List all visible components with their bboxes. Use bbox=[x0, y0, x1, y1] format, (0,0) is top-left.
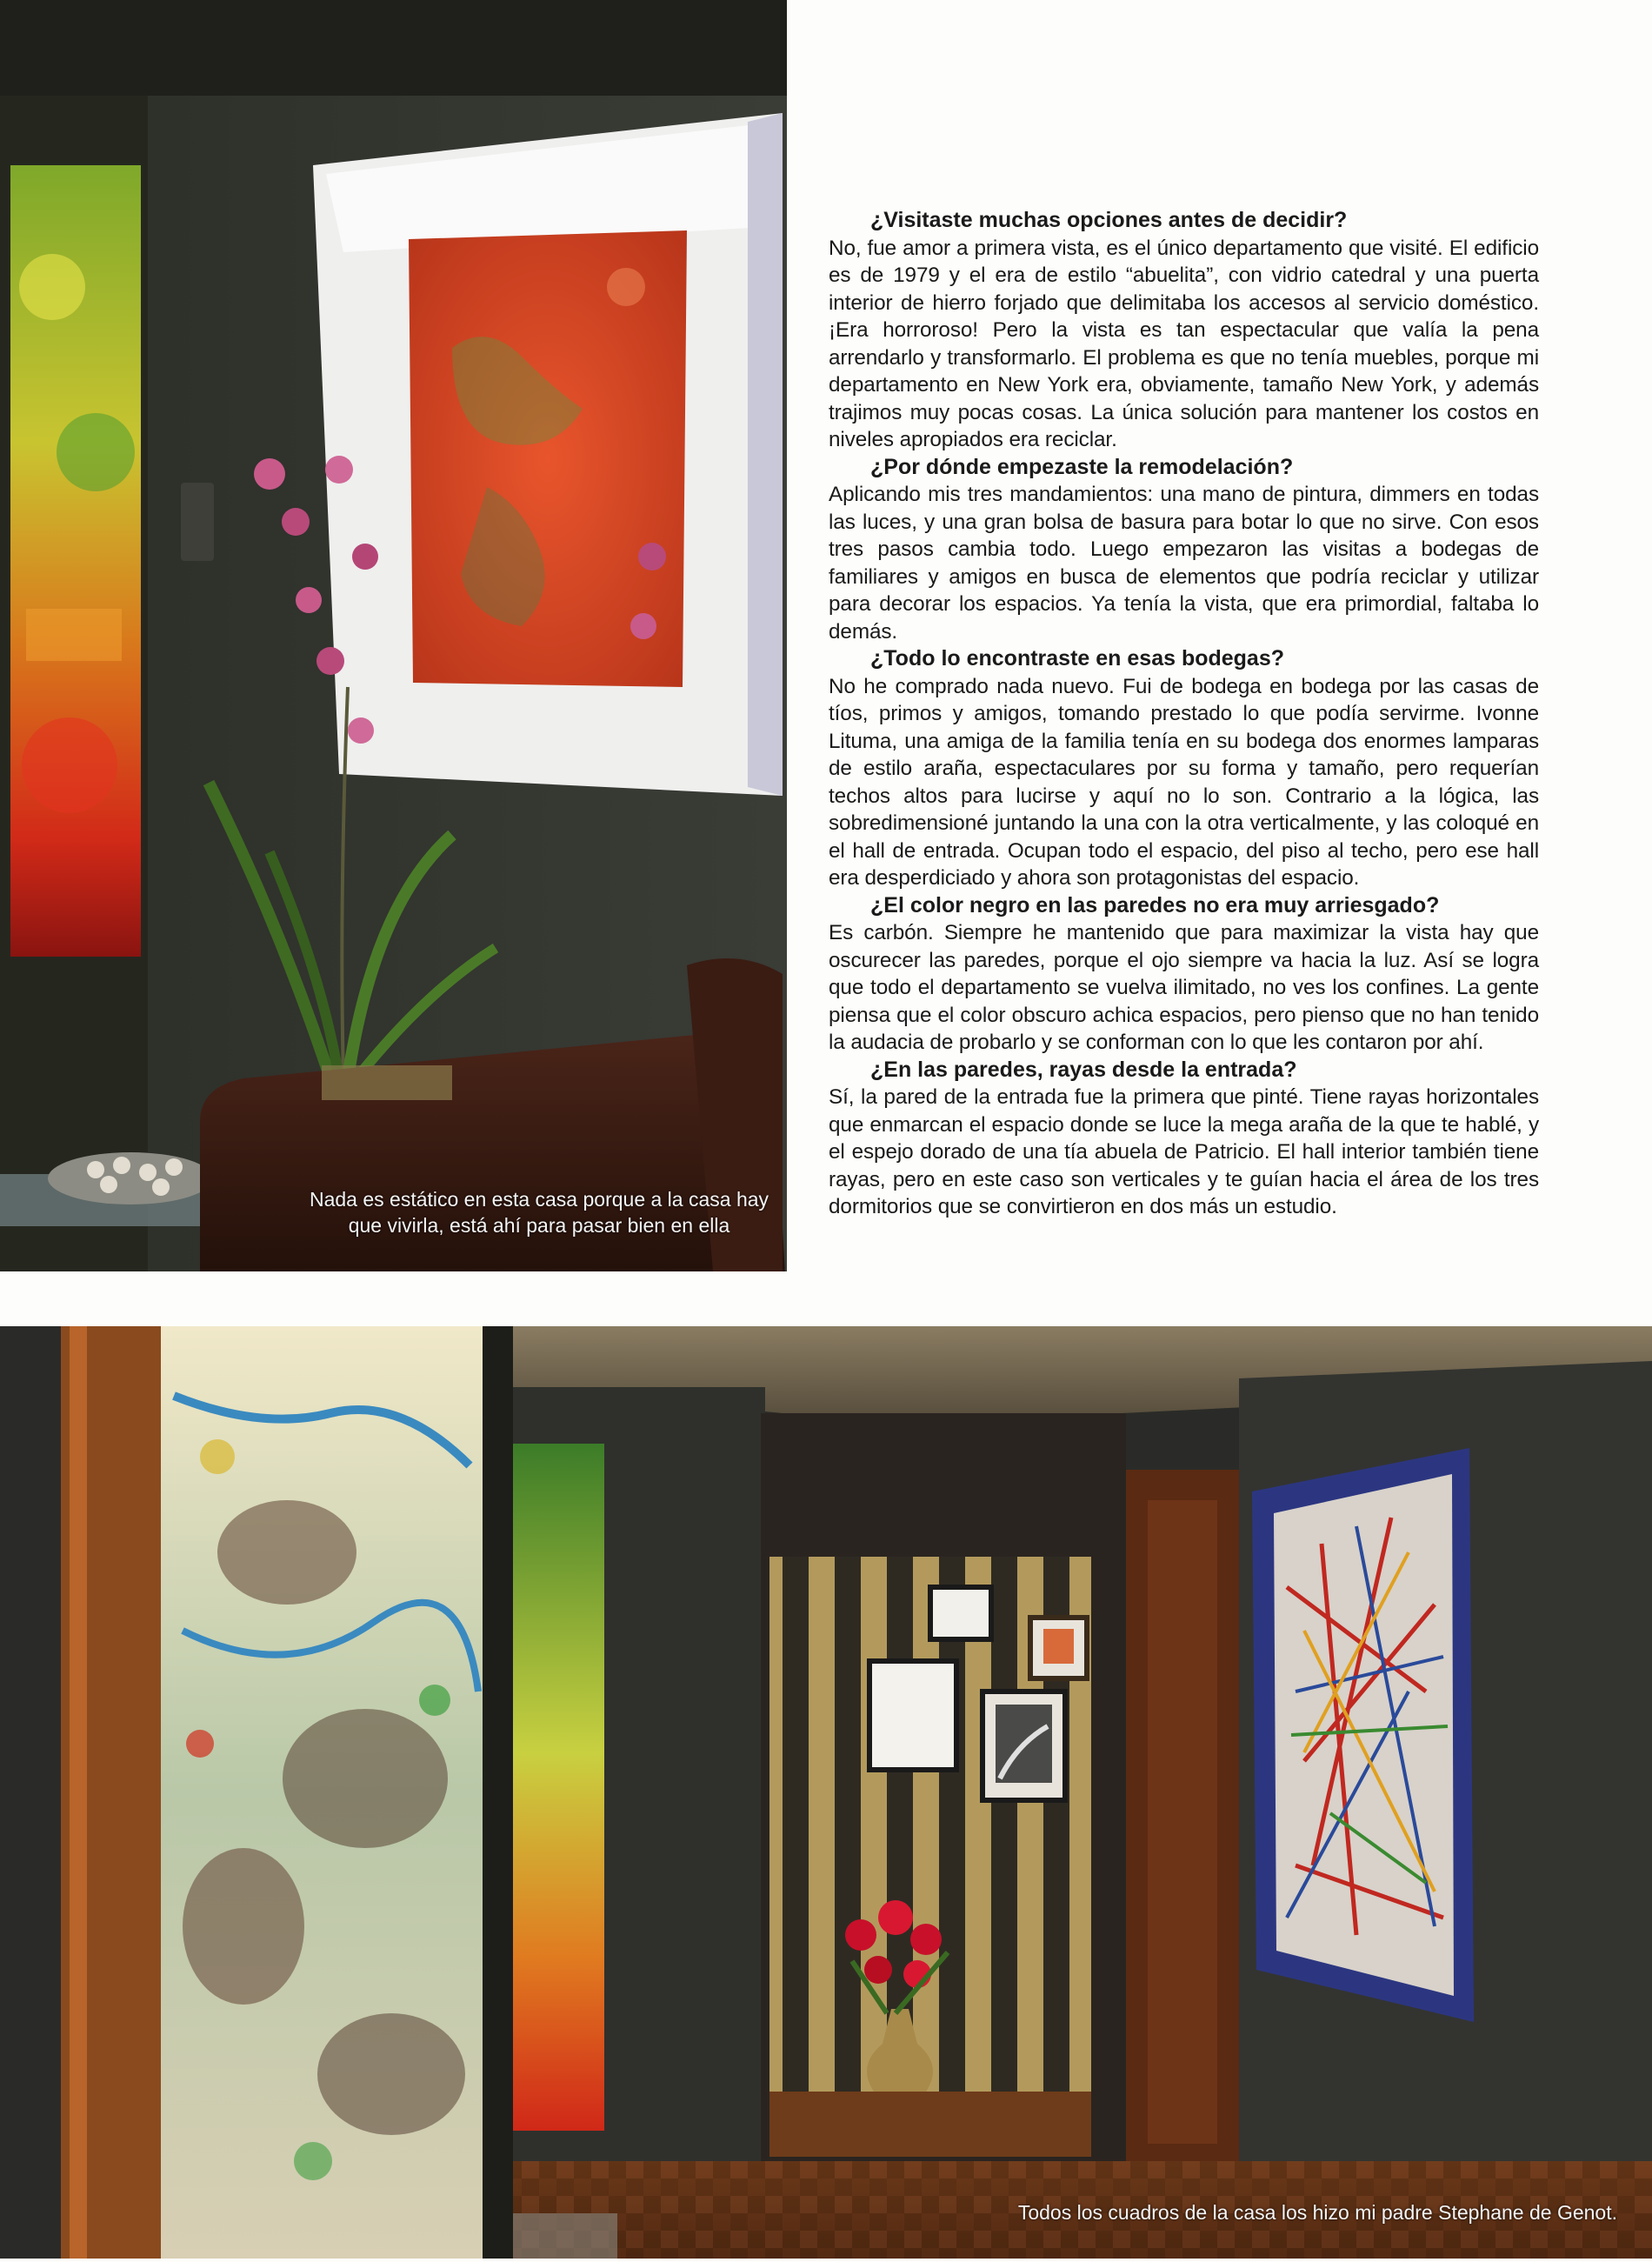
top-photo-caption: Nada es estático en esta casa porque a la casa hay que vivirla, está ahí para pasar bien en ella bbox=[309, 1188, 769, 1237]
question-heading: ¿Por dónde empezaste la remodelación? bbox=[870, 454, 1294, 479]
blue-framed-painting bbox=[1252, 1448, 1474, 2022]
white-framed-picture bbox=[869, 1661, 956, 1770]
striped-hallway bbox=[769, 1557, 1091, 2157]
article-text bbox=[829, 207, 1539, 1221]
question-heading: ¿Todo lo encontraste en esas bodegas? bbox=[870, 646, 1285, 671]
qa-block bbox=[829, 892, 1539, 1057]
bottom-photo-caption: Todos los cuadros de la casa los hizo mi padre Stephane de Genot. bbox=[1017, 2201, 1617, 2224]
answer-paragraph: Aplicando mis tres mandamientos: una mano de pintura, dimmers en todas las luces, y una gran bolsa de basura para botar lo que no sirve. Con esos tres pasos cambia todo. Luego empezaron las visitas a bodegas de familiares y amigos en busca de elementos que podría reciclar y utilizar para decorar los espacios. Ya tenía la vista, que era primordial, faltaba lo demás. bbox=[829, 483, 1539, 644]
answer-paragraph: No, fue amor a primera vista, es el único departamento que visité. El edificio es de 1979 y el era de estilo “abuelita”, con vidrio catedral y una puerta interior de hierro forjado que delimitaba los accesos al servicio doméstico. ¡Era horroroso! Pero la vista es tan espectacular que valía la pena arrendarlo y transformarlo. El problema es que no tenía muebles, porque mi departamento en New York era, obviamente, tamaño New York, y además trajimos muy pocas cosas. La única solución para mantener los costos en niveles apropiados era reciclar. bbox=[829, 236, 1539, 451]
answer-paragraph: Es carbón. Siempre he mantenido que para maximizar la vista hay que oscurecer las paredes, porque el ojo siempre va hacia la luz. Así se logra que todo el departamento se vuelva ilimitado, no ves los confines. La gente piensa que el color obscuro achica espacios, pero pienso que no han tenido la audacia de probarlo y se conforman con lo que les contaron por ahí. bbox=[829, 921, 1539, 1054]
light-switch bbox=[181, 483, 214, 561]
white-framed-mirror bbox=[313, 113, 783, 796]
bottom-photo bbox=[0, 1326, 1652, 2259]
bottom-photo-illustration bbox=[0, 1326, 1652, 2259]
question-heading: ¿El color negro en las paredes no era muy arriesgado? bbox=[870, 892, 1440, 917]
answer-paragraph: No he comprado nada nuevo. Fui de bodega en bodega por las casas de tíos, primos y amigos, tomando prestado lo que podía servirme. Ivonne Lituma, una amiga de la familia tenía en su bodega dos enormes lamparas de estilo araña, espectaculares por su forma y tamaño, pero requerían techos altos para lucirse y aquí no lo son. Contrario a la lógica, las sobredimensioné juntando la una con la otra verticalmente, y las coloqué en el hall de entrada. Ocupan todo el espacio, del piso al techo, pero ese hall era desperdiciado y ahora son protagonistas del espacio. bbox=[829, 674, 1539, 890]
question-heading: ¿En las paredes, rayas desde la entrada? bbox=[870, 1057, 1297, 1082]
top-photo bbox=[0, 0, 787, 1271]
top-photo-illustration bbox=[0, 0, 787, 1271]
qa-block bbox=[829, 207, 1539, 454]
qa-block bbox=[829, 454, 1539, 646]
left-painting bbox=[10, 165, 141, 957]
answer-paragraph: Sí, la pared de la entrada fue la primera que pinté. Tiene rayas horizontales que enmarcan el espacio donde se luce la mega araña de la que te hablé, y el espejo dorado de una tía abuela de Patricio. El hall interior también tiene rayas, pero en este caso son verticales y te guían hacia el área de los tres dormitorios que se convirtieron en dos más un estudio. bbox=[829, 1085, 1539, 1218]
question-heading: ¿Visitaste muchas opciones antes de decidir? bbox=[870, 208, 1348, 232]
qa-block bbox=[829, 1057, 1539, 1221]
large-abstract-painting bbox=[161, 1326, 483, 2259]
green-red-painting bbox=[513, 1444, 604, 2131]
small-framed-picture bbox=[930, 1587, 991, 1639]
qa-block bbox=[829, 645, 1539, 892]
